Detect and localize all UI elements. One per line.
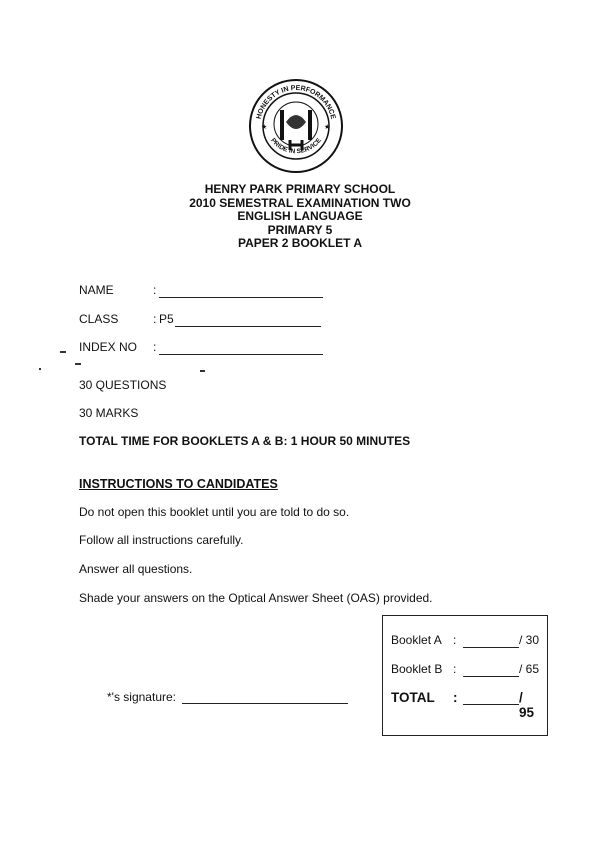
- booklet-a-label: Booklet A: [391, 633, 442, 647]
- subject-title: ENGLISH LANGUAGE: [237, 209, 363, 223]
- school-name: HENRY PARK PRIMARY SCHOOL: [204, 182, 396, 196]
- scan-mark: [60, 351, 66, 353]
- booklet-a-row: [391, 633, 541, 649]
- name-colon: :: [153, 283, 157, 297]
- index-input-line[interactable]: [159, 342, 323, 355]
- booklet-b-label: Booklet B: [391, 662, 443, 676]
- total-label: TOTAL: [391, 690, 435, 705]
- class-input-line[interactable]: [175, 314, 321, 327]
- svg-text:HONESTY IN PERFORMANCE: HONESTY IN PERFORMANCE: [255, 84, 337, 120]
- booklet-b-max: / 65: [519, 662, 540, 676]
- booklet-b-row: [391, 662, 541, 678]
- total-colon: :: [453, 690, 458, 705]
- total-score-line[interactable]: [463, 692, 519, 705]
- instruction-item: Shade your answers on the Optical Answer Sheet (OAS) provided.: [79, 591, 433, 605]
- marks-count: 30 MARKS: [79, 406, 139, 420]
- school-crest-icon: [248, 78, 344, 174]
- svg-text:★: ★: [324, 124, 331, 131]
- signature-line[interactable]: [182, 703, 348, 704]
- paper-title: PAPER 2 BOOKLET A: [237, 236, 362, 250]
- index-colon: :: [153, 340, 157, 354]
- index-field[interactable]: [79, 340, 339, 356]
- instructions-title: INSTRUCTIONS TO CANDIDATES: [79, 477, 278, 491]
- score-box: [382, 615, 548, 736]
- svg-text:★: ★: [261, 124, 268, 131]
- name-field[interactable]: [79, 283, 339, 299]
- questions-count: 30 QUESTIONS: [79, 378, 167, 392]
- class-label: CLASS: [79, 312, 119, 326]
- class-value: P5: [159, 312, 174, 326]
- school-crest-logo: [248, 78, 344, 174]
- total-time: TOTAL TIME FOR BOOKLETS A & B: 1 HOUR 50 MINUTES: [79, 434, 411, 448]
- signature-label: *'s signature:: [107, 690, 176, 704]
- index-label: INDEX NO: [79, 340, 138, 354]
- scan-mark: [75, 363, 81, 365]
- name-input-line[interactable]: [159, 285, 323, 298]
- total-row: [391, 690, 541, 720]
- exam-title: 2010 SEMESTRAL EXAMINATION TWO: [189, 195, 411, 210]
- instruction-item: Follow all instructions carefully.: [79, 533, 244, 547]
- instruction-item: Do not open this booklet until you are told to do so.: [79, 505, 350, 519]
- exam-header: [0, 183, 600, 251]
- class-colon: :: [153, 312, 157, 326]
- scan-mark: [200, 370, 205, 372]
- booklet-a-score-line[interactable]: [463, 635, 519, 648]
- booklet-b-colon: :: [453, 662, 457, 676]
- class-field[interactable]: [79, 312, 339, 328]
- booklet-a-max: / 30: [519, 633, 540, 647]
- scan-mark: [39, 368, 41, 370]
- level-title: PRIMARY 5: [267, 222, 333, 237]
- booklet-b-score-line[interactable]: [463, 664, 519, 677]
- name-label: NAME: [79, 283, 114, 297]
- booklet-a-colon: :: [453, 633, 457, 647]
- svg-text:PRIDE IN SERVICE: PRIDE IN SERVICE: [269, 137, 323, 156]
- total-max: / 95: [519, 690, 535, 720]
- instruction-item: Answer all questions.: [79, 562, 193, 576]
